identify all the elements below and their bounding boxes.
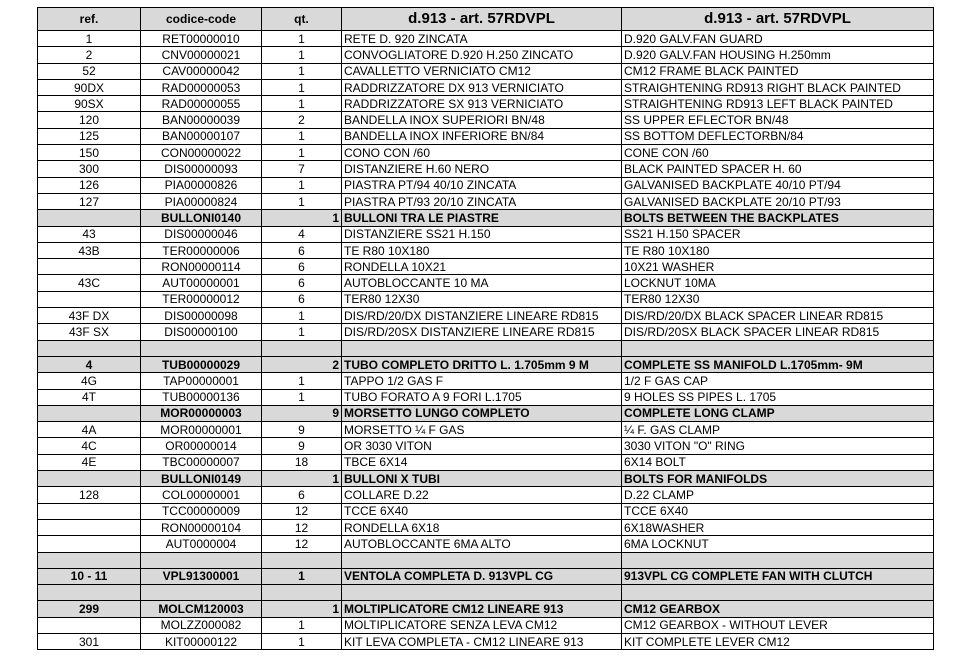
cell-code [141, 340, 262, 356]
cell-code: TUB00000136 [141, 389, 262, 405]
cell-description-italian: AUTOBLOCCANTE 6MA ALTO [342, 536, 622, 552]
cell-description-english [622, 340, 934, 356]
cell-code: VPL91300001 [141, 568, 262, 584]
cell-description-english: 9 HOLES SS PIPES L. 1705 [622, 389, 934, 405]
cell-description-italian: BANDELLA INOX INFERIORE BN/84 [342, 128, 622, 144]
cell-code: PIA00000824 [141, 193, 262, 209]
table-row [38, 96, 934, 112]
cell-description-italian: RONDELLA 10X21 [342, 259, 622, 275]
cell-description-english: TCCE 6X40 [622, 503, 934, 519]
table-row [38, 617, 934, 633]
cell-qty: 9 [262, 438, 342, 454]
table-row [38, 31, 934, 47]
cell-code: TER00000012 [141, 291, 262, 307]
cell-description-english: STRAIGHTENING RD913 LEFT BLACK PAINTED [622, 96, 934, 112]
cell-description-english: 6X18WASHER [622, 519, 934, 535]
cell-description-italian: TUBO COMPLETO DRITTO L. 1.705mm 9 M [342, 356, 622, 372]
cell-description-english: D.920 GALV.FAN HOUSING H.250mm [622, 47, 934, 63]
cell-description-italian: VENTOLA COMPLETA D. 913VPL CG [342, 568, 622, 584]
cell-code: PIA00000826 [141, 177, 262, 193]
cell-description-italian: PIASTRA PT/94 40/10 ZINCATA [342, 177, 622, 193]
cell-ref [38, 617, 141, 633]
cell-description-italian: DISTANZIERE H.60 NERO [342, 161, 622, 177]
cell-ref: 4 [38, 356, 141, 372]
cell-description-english: CM12 FRAME BLACK PAINTED [622, 63, 934, 79]
cell-description-english [622, 552, 934, 568]
cell-description-italian: TAPPO 1/2 GAS F [342, 373, 622, 389]
cell-description-english: BLACK PAINTED SPACER H. 60 [622, 161, 934, 177]
table-row [38, 291, 934, 307]
cell-description-english: BOLTS FOR MANIFOLDS [622, 471, 934, 487]
cell-description-english: 1/2 F GAS CAP [622, 373, 934, 389]
table-row [38, 193, 934, 209]
cell-code: DIS00000046 [141, 226, 262, 242]
cell-ref: 1 [38, 31, 141, 47]
cell-description-english: COMPLETE LONG CLAMP [622, 405, 934, 421]
cell-qty: 6 [262, 291, 342, 307]
cell-ref: 300 [38, 161, 141, 177]
cell-ref [38, 405, 141, 421]
cell-code: MOR00000001 [141, 422, 262, 438]
table-row [38, 112, 934, 128]
table-row [38, 536, 934, 552]
cell-qty: 1 [262, 471, 342, 487]
cell-description-italian: BULLONI TRA LE PIASTRE [342, 210, 622, 226]
cell-ref: 126 [38, 177, 141, 193]
cell-qty: 6 [262, 275, 342, 291]
cell-description-italian: MORSETTO ¼ F GAS [342, 422, 622, 438]
cell-code: BULLONI0140 [141, 210, 262, 226]
cell-qty: 1 [262, 96, 342, 112]
cell-qty [262, 340, 342, 356]
table-row [38, 601, 934, 617]
table-row [38, 471, 934, 487]
table-row [38, 63, 934, 79]
header-row [38, 8, 934, 31]
cell-code: OR00000014 [141, 438, 262, 454]
table-row [38, 487, 934, 503]
cell-ref: 4A [38, 422, 141, 438]
cell-qty: 1 [262, 47, 342, 63]
cell-description-italian: DIS/RD/20SX DISTANZIERE LINEARE RD815 [342, 324, 622, 340]
cell-ref [38, 471, 141, 487]
cell-code: BULLONI0149 [141, 471, 262, 487]
cell-description-english [622, 585, 934, 601]
cell-ref: 299 [38, 601, 141, 617]
cell-code: DIS00000100 [141, 324, 262, 340]
table-row [38, 633, 934, 649]
cell-code: MOLZZ000082 [141, 617, 262, 633]
cell-code: RON00000114 [141, 259, 262, 275]
table-row [38, 259, 934, 275]
separator-row [38, 585, 934, 601]
cell-description-english: 3030 VITON "O" RING [622, 438, 934, 454]
table-row [38, 503, 934, 519]
cell-qty: 12 [262, 503, 342, 519]
table-row [38, 324, 934, 340]
cell-description-italian: BULLONI X TUBI [342, 471, 622, 487]
cell-qty: 1 [262, 63, 342, 79]
cell-ref [38, 585, 141, 601]
table-row [38, 422, 934, 438]
cell-description-italian: RADDRIZZATORE SX 913 VERNICIATO [342, 96, 622, 112]
cell-description-italian: COLLARE D.22 [342, 487, 622, 503]
cell-qty: 1 [262, 177, 342, 193]
cell-qty: 1 [262, 324, 342, 340]
cell-qty: 1 [262, 601, 342, 617]
cell-ref: 4G [38, 373, 141, 389]
table-row [38, 47, 934, 63]
cell-description-english: DIS/RD/20/DX BLACK SPACER LINEAR RD815 [622, 308, 934, 324]
cell-description-italian: RONDELLA 6X18 [342, 519, 622, 535]
cell-description-english: D.920 GALV.FAN GUARD [622, 31, 934, 47]
header-description-italian: d.913 - art. 57RDVPL [342, 8, 622, 31]
table-row [38, 226, 934, 242]
cell-ref: 4E [38, 454, 141, 470]
cell-ref [38, 536, 141, 552]
cell-description-italian: MORSETTO LUNGO COMPLETO [342, 405, 622, 421]
cell-qty: 1 [262, 128, 342, 144]
cell-description-english: KIT COMPLETE LEVER CM12 [622, 633, 934, 649]
cell-description-english: 6X14 BOLT [622, 454, 934, 470]
cell-qty: 7 [262, 161, 342, 177]
cell-description-italian: PIASTRA PT/93 20/10 ZINCATA [342, 193, 622, 209]
cell-ref: 90DX [38, 79, 141, 95]
cell-ref: 4C [38, 438, 141, 454]
cell-qty: 1 [262, 617, 342, 633]
cell-ref [38, 340, 141, 356]
cell-ref: 52 [38, 63, 141, 79]
cell-code: BAN00000039 [141, 112, 262, 128]
cell-description-english: GALVANISED BACKPLATE 40/10 PT/94 [622, 177, 934, 193]
cell-code: CON00000022 [141, 145, 262, 161]
cell-qty: 2 [262, 112, 342, 128]
cell-code: RAD00000055 [141, 96, 262, 112]
cell-description-english: CM12 GEARBOX - WITHOUT LEVER [622, 617, 934, 633]
cell-qty: 1 [262, 389, 342, 405]
cell-qty: 1 [262, 308, 342, 324]
cell-ref: 128 [38, 487, 141, 503]
table-row [38, 438, 934, 454]
cell-ref: 43C [38, 275, 141, 291]
cell-ref: 301 [38, 633, 141, 649]
cell-description-english: CONE CON /60 [622, 145, 934, 161]
cell-description-english: TE R80 10X180 [622, 242, 934, 258]
table-row [38, 275, 934, 291]
cell-qty: 6 [262, 487, 342, 503]
cell-code: TUB00000029 [141, 356, 262, 372]
table-row [38, 389, 934, 405]
cell-code: MOR00000003 [141, 405, 262, 421]
cell-description-italian: CONVOGLIATORE D.920 H.250 ZINCATO [342, 47, 622, 63]
cell-description-english: TER80 12X30 [622, 291, 934, 307]
cell-description-english: LOCKNUT 10MA [622, 275, 934, 291]
cell-description-italian: OR 3030 VITON [342, 438, 622, 454]
cell-ref [38, 210, 141, 226]
cell-code: MOLCM120003 [141, 601, 262, 617]
cell-ref: 43F DX [38, 308, 141, 324]
cell-description-italian: TER80 12X30 [342, 291, 622, 307]
table-row [38, 454, 934, 470]
cell-description-english: 6MA LOCKNUT [622, 536, 934, 552]
cell-ref [38, 503, 141, 519]
cell-qty: 4 [262, 226, 342, 242]
cell-qty: 1 [262, 79, 342, 95]
cell-code [141, 552, 262, 568]
table-row [38, 405, 934, 421]
cell-qty: 1 [262, 373, 342, 389]
table-row [38, 161, 934, 177]
cell-code: CNV00000021 [141, 47, 262, 63]
cell-qty: 1 [262, 31, 342, 47]
cell-qty: 1 [262, 193, 342, 209]
cell-description-italian [342, 585, 622, 601]
cell-description-italian: TCCE 6X40 [342, 503, 622, 519]
cell-ref: 90SX [38, 96, 141, 112]
cell-description-english: COMPLETE SS MANIFOLD L.1705mm- 9M [622, 356, 934, 372]
table-row [38, 519, 934, 535]
cell-code [141, 585, 262, 601]
cell-qty: 9 [262, 422, 342, 438]
table-row [38, 308, 934, 324]
cell-description-english: STRAIGHTENING RD913 RIGHT BLACK PAINTED [622, 79, 934, 95]
cell-qty: 1 [262, 633, 342, 649]
cell-ref: 150 [38, 145, 141, 161]
cell-ref [38, 259, 141, 275]
header-qty: qt. [262, 8, 342, 31]
cell-qty [262, 552, 342, 568]
cell-ref: 43 [38, 226, 141, 242]
cell-code: TER00000006 [141, 242, 262, 258]
cell-code: BAN00000107 [141, 128, 262, 144]
cell-description-italian: MOLTIPLICATORE SENZA LEVA CM12 [342, 617, 622, 633]
cell-code: RET00000010 [141, 31, 262, 47]
cell-description-english: GALVANISED BACKPLATE 20/10 PT/93 [622, 193, 934, 209]
table-row [38, 210, 934, 226]
cell-ref: 4T [38, 389, 141, 405]
cell-code: RON00000104 [141, 519, 262, 535]
separator-row [38, 552, 934, 568]
cell-ref: 120 [38, 112, 141, 128]
cell-description-italian: TUBO FORATO A 9 FORI L.1705 [342, 389, 622, 405]
cell-description-english: SS BOTTOM DEFLECTORBN/84 [622, 128, 934, 144]
cell-description-italian: DIS/RD/20/DX DISTANZIERE LINEARE RD815 [342, 308, 622, 324]
cell-code: COL00000001 [141, 487, 262, 503]
cell-code: TBC00000007 [141, 454, 262, 470]
cell-description-italian: RETE D. 920 ZINCATA [342, 31, 622, 47]
cell-code: KIT00000122 [141, 633, 262, 649]
cell-description-italian [342, 340, 622, 356]
cell-qty: 9 [262, 405, 342, 421]
cell-ref: 125 [38, 128, 141, 144]
cell-description-english: ¼ F. GAS CLAMP [622, 422, 934, 438]
cell-ref [38, 519, 141, 535]
cell-description-english: 913VPL CG COMPLETE FAN WITH CLUTCH [622, 568, 934, 584]
cell-description-italian: TE R80 10X180 [342, 242, 622, 258]
cell-description-english: BOLTS BETWEEN THE BACKPLATES [622, 210, 934, 226]
cell-description-italian: CAVALLETTO VERNICIATO CM12 [342, 63, 622, 79]
cell-description-italian: RADDRIZZATORE DX 913 VERNICIATO [342, 79, 622, 95]
cell-description-english: DIS/RD/20SX BLACK SPACER LINEAR RD815 [622, 324, 934, 340]
table-row [38, 128, 934, 144]
table-row [38, 145, 934, 161]
cell-ref: 2 [38, 47, 141, 63]
cell-qty: 2 [262, 356, 342, 372]
cell-qty: 12 [262, 536, 342, 552]
cell-description-italian: DISTANZIERE SS21 H.150 [342, 226, 622, 242]
cell-code: TAP00000001 [141, 373, 262, 389]
cell-qty: 1 [262, 145, 342, 161]
table-row [38, 177, 934, 193]
table-row [38, 79, 934, 95]
cell-code: AUT00000001 [141, 275, 262, 291]
cell-qty: 6 [262, 259, 342, 275]
cell-code: RAD00000053 [141, 79, 262, 95]
table-row [38, 242, 934, 258]
header-code: codice-code [141, 8, 262, 31]
cell-code: AUT0000004 [141, 536, 262, 552]
table-row [38, 373, 934, 389]
cell-ref: 43B [38, 242, 141, 258]
cell-description-italian: MOLTIPLICATORE CM12 LINEARE 913 [342, 601, 622, 617]
cell-ref [38, 552, 141, 568]
cell-qty [262, 585, 342, 601]
cell-qty: 6 [262, 242, 342, 258]
cell-code: DIS00000098 [141, 308, 262, 324]
cell-ref: 127 [38, 193, 141, 209]
cell-qty: 1 [262, 210, 342, 226]
cell-ref [38, 291, 141, 307]
cell-description-italian: KIT LEVA COMPLETA - CM12 LINEARE 913 [342, 633, 622, 649]
cell-qty: 18 [262, 454, 342, 470]
table-row [38, 568, 934, 584]
table-row [38, 356, 934, 372]
cell-description-italian: TBCE 6X14 [342, 454, 622, 470]
header-ref: ref. [38, 8, 141, 31]
cell-code: DIS00000093 [141, 161, 262, 177]
cell-description-italian [342, 552, 622, 568]
cell-qty: 1 [262, 568, 342, 584]
cell-description-english: CM12 GEARBOX [622, 601, 934, 617]
cell-description-english: D.22 CLAMP [622, 487, 934, 503]
cell-description-english: SS21 H.150 SPACER [622, 226, 934, 242]
cell-description-english: 10X21 WASHER [622, 259, 934, 275]
cell-ref: 10 - 11 [38, 568, 141, 584]
cell-description-italian: BANDELLA INOX SUPERIORI BN/48 [342, 112, 622, 128]
cell-ref: 43F SX [38, 324, 141, 340]
header-description-english: d.913 - art. 57RDVPL [622, 8, 934, 31]
cell-code: TCC00000009 [141, 503, 262, 519]
separator-row [38, 340, 934, 356]
cell-description-italian: CONO CON /60 [342, 145, 622, 161]
cell-description-english: SS UPPER EFLECTOR BN/48 [622, 112, 934, 128]
cell-code: CAV00000042 [141, 63, 262, 79]
cell-description-italian: AUTOBLOCCANTE 10 MA [342, 275, 622, 291]
cell-qty: 12 [262, 519, 342, 535]
parts-list-table [37, 7, 934, 650]
